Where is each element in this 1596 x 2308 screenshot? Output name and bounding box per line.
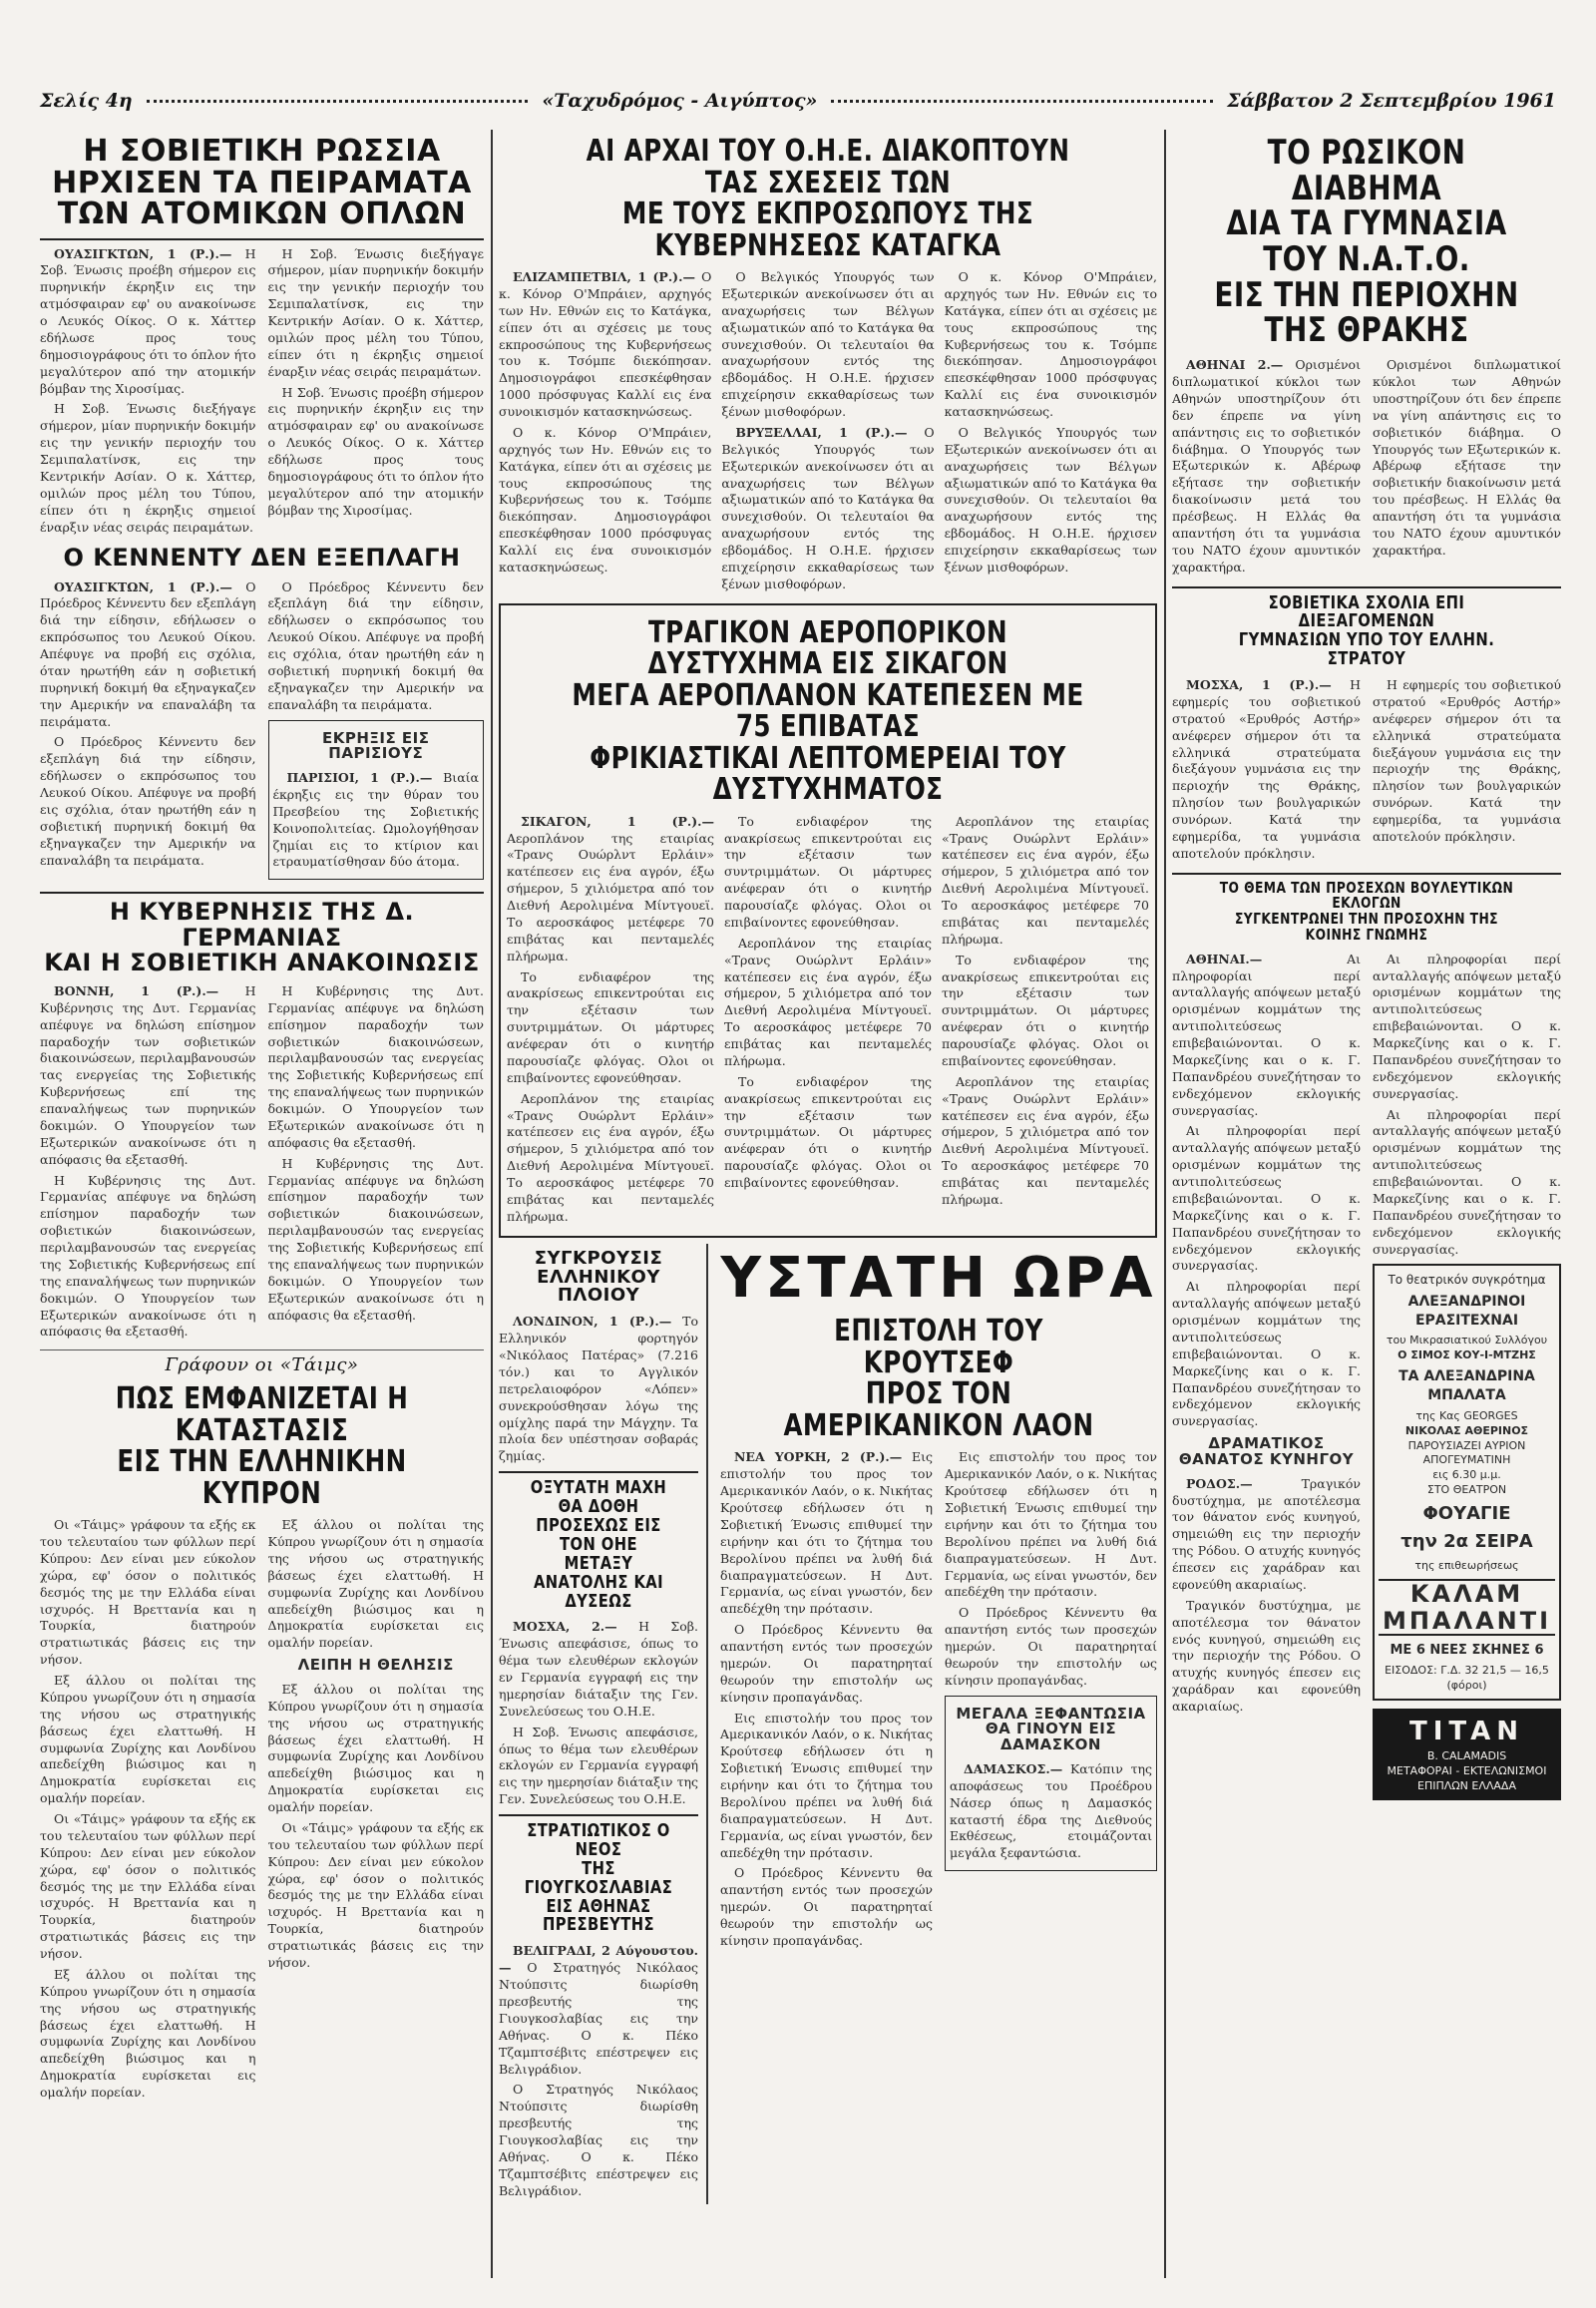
headline-un-battle: ΟΞΥΤΑΤΗ ΜΑΧΗ ΘΑ ΔΟΘΗ ΠΡΟΣΕΧΩΣ ΕΙΣ ΤΟΝ ΟΗΕ ΜΕΤΑΞΥ ΑΝΑΤΟΛΗΣ ΚΑΙ ΔΥΣΕΩΣ: [530, 1477, 667, 1612]
article-kennedy: ΟΥΑΣΙΓΚΤΩΝ, 1 (Ρ.).— Ο Πρόεδρος Κέννεντυ δεν εξεπλάγη διά την είδησιν, εδήλωσεν ο εκπρόσωπος του Λευκού Οίκου. Απέφυγε να προβή εις σχόλια, όταν ηρωτήθη εάν η σοβιετική πυρηνική δοκιμή θα εξηναγκαζεν την Αμερικήν να επαναλάβη τα πειράματα. Ο Πρόεδρος Κέννεντυ δεν εξεπλάγη διά την είδησιν, εδήλωσεν ο εκπρόσωπος του Λευκού Οίκου. Απέφυγε να προβή εις σχόλια, όταν ηρωτήθη εάν η σοβιετική πυρηνική δοκιμή θα εξηναγκαζεν την Αμερικήν να επαναλάβη τα πειράματα. Ο Πρόεδρος Κέννεντυ δεν εξεπλάγη διά την είδησιν, εδήλωσεν ο εκπρόσωπος του Λευκού Οίκου. Απέφυγε να προβή εις σχόλια, όταν ηρωτήθη εάν η σοβιετική πυρηνική δοκιμή θα εξηναγκαζεν την Αμερικήν να επαναλάβη τα πειράματα. ΕΚΡΗΞΙΣ ΕΙΣ ΠΑΡΙΣΙΟΥΣ ΠΑΡΙΣΙΟΙ, 1 (Ρ.).— Βιαία έκρηξις εις την θύραν του Πρεσβείου της Σοβιετικής Κοινοπολιτείας. Ωμολογήθησαν ζημίαι εις το κτίριον και ετραυματίσθησαν δύο άτομα.: [40, 579, 484, 887]
headline-un-katanga: ΑΙ ΑΡΧΑΙ ΤΟΥ Ο.Η.Ε. ΔΙΑΚΟΠΤΟΥΝ ΤΑΣ ΣΧΕΣΕΙΣ ΤΩΝ ΜΕ ΤΟΥΣ ΕΚΠΡΟΣΩΠΟΥΣ ΤΗΣ ΚΥΒΕΡΝΗΣΕΩΣ ΚΑΤΑΓΚΑ: [586, 134, 1070, 263]
headline-nato-thrace: ΤΟ ΡΩΣΙΚΟΝ ΔΙΑΒΗΜΑ ΔΙΑ ΤΑ ΓΥΜΝΑΣΙΑ ΤΟΥ Ν.Α.Τ.Ο. ΕΙΣ ΤΗΝ ΠΕΡΙΟΧΗΝ ΤΗΣ ΘΡΑΚΗΣ: [1214, 133, 1519, 351]
column-left: [40, 130, 484, 2278]
column-right: [1172, 130, 1561, 2278]
page-number: Σελίς 4η: [40, 90, 133, 112]
last-hour-section: [720, 1244, 1157, 2204]
masthead-rule: [831, 100, 1213, 103]
box-chicago-crash: [499, 603, 1157, 1238]
article-cyprus: Οι «Τάιμς» γράφουν τα εξής εκ του τελευταίου των φύλλων περί Κύπρου: Δεν είναι μεν εύκολον χώρα, εφ' όσον ο πολιτικός δεσμός της με την Ελλάδα είναι ισχυρός. Η Βρεττανία και η Τουρκία, διατηρούν στρατιωτικάς βάσεις εις την νήσον. Εξ άλλου οι πολίται της Κύπρου γνωρίζουν ότι η σημασία της νήσου ως στρατηγικής βάσεως έχει ελαττωθή. Η συμφωνία Ζυρίχης και Λονδίνου απεδείχθη βιώσιμος και η Δημοκρατία ευρίσκεται εις ομαλήν πορείαν. Οι «Τάιμς» γράφουν τα εξής εκ του τελευταίου των φύλλων περί Κύπρου: Δεν είναι μεν εύκολον χώρα, εφ' όσον ο πολιτικός δεσμός της με την Ελλάδα είναι ισχυρός. Η Βρεττανία και η Τουρκία, διατηρούν στρατιωτικάς βάσεις εις την νήσον. Εξ άλλου οι πολίται της Κύπρου γνωρίζουν ότι η σημασία της νήσου ως στρατηγικής βάσεως έχει ελαττωθή. Η συμφωνία Ζυρίχης και Λονδίνου απεδείχθη βιώσιμος και η Δημοκρατία ευρίσκεται εις ομαλήν πορείαν. Εξ άλλου οι πολίται της Κύπρου γνωρίζουν ότι η σημασία της νήσου ως στρατηγικής βάσεως έχει ελαττωθή. Η συμφωνία Ζυρίχης και Λονδίνου απεδείχθη βιώσιμος και η Δημοκρατία ευρίσκεται εις ομαλήν πορείαν. ΛΕΙΠΗ Η ΘΕΛΗΣΙΣ Εξ άλλου οι πολίται της Κύπρου γνωρίζουν ότι η σημασία της νήσου ως στρατηγικής βάσεως έχει ελαττωθή. Η συμφωνία Ζυρίχης και Λονδίνου απεδείχθη βιώσιμος και η Δημοκρατία ευρίσκεται εις ομαλήν πορείαν. Οι «Τάιμς» γράφουν τα εξής εκ του τελευταίου των φύλλων περί Κύπρου: Δεν είναι μεν εύκολον χώρα, εφ' όσον ο πολιτικός δεσμός της με την Ελλάδα είναι ισχυρός. Η Βρεττανία και η Τουρκία, διατηρούν στρατιωτικάς βάσεις εις την νήσον.: [40, 1517, 484, 2101]
issue-date: Σάββατον 2 Σεπτεμβρίου 1961: [1227, 90, 1556, 112]
headline-paris-explosion: ΕΚΡΗΞΙΣ ΕΙΣ ΠΑΡΙΣΙΟΥΣ: [321, 728, 430, 763]
titan-advertisement: TITAN B. CALAMADIS ΜΕΤΑΦΟΡΑΙ - ΕΚΤΕΛΩΝΙΣΜΟΙ ΕΠΙΠΛΩΝ ΕΛΛΑΔΑ: [1373, 1709, 1561, 1800]
article-khrushchev-letter: ΝΕΑ ΥΟΡΚΗ, 2 (Ρ.).— Εις επιστολήν του προς τον Αμερικανικόν Λαόν, ο κ. Νικήτας Κρούτσεφ εδήλωσεν ότι η Σοβιετική Ένωσις επιθυμεί την ειρήνην και ότι το ζήτημα του Βερολίνου πρέπει να λυθή διά διαπραγματεύσεων. Η Δυτ. Γερμανία, ως είναι γνωστόν, δεν απεδέχθη την πρότασιν. Ο Πρόεδρος Κέννεντυ θα απαντήση εντός των προσεχών ημερών. Οι παρατηρηταί θεωρούν την επιστολήν ως κίνησιν προπαγάνδας. Εις επιστολήν του προς τον Αμερικανικόν Λαόν, ο κ. Νικήτας Κρούτσεφ εδήλωσεν ότι η Σοβιετική Ένωσις επιθυμεί την ειρήνην και ότι το ζήτημα του Βερολίνου πρέπει να λυθή διά διαπραγματεύσεων. Η Δυτ. Γερμανία, ως είναι γνωστόν, δεν απεδέχθη την πρότασιν. Ο Πρόεδρος Κέννεντυ θα απαντήση εντός των προσεχών ημερών. Οι παρατηρηταί θεωρούν την επιστολήν ως κίνησιν προπαγάνδας. Εις επιστολήν του προς τον Αμερικανικόν Λαόν, ο κ. Νικήτας Κρούτσεφ εδήλωσεν ότι η Σοβιετική Ένωσις επιθυμεί την ειρήνην και ότι το ζήτημα του Βερολίνου πρέπει να λυθή διά διαπραγματεύσεων. Η Δυτ. Γερμανία, ως είναι γνωστόν, δεν απεδέχθη την πρότασιν. Ο Πρόεδρος Κέννεντυ θα απαντήση εντός των προσεχών ημερών. Οι παρατηρηταί θεωρούν την επιστολήν ως κίνησιν προπαγάνδας. ΜΕΓΑΛΑ ΞΕΦΑΝΤΩΣΙΑ ΘΑ ΓΙΝΟΥΝ ΕΙΣ ΔΑΜΑΣΚΟΝ ΔΑΜΑΣΚΟΣ.— Κατόπιν της αποφάσεως του Προέδρου Νάσερ όπως η Δαμασκός καταστή έδρα της Διεθνούς Εκθέσεως, ετοιμάζονται μεγάλα ξεφαντώσια.: [720, 1449, 1157, 1948]
article-soviet-comments: ΜΟΣΧΑ, 1 (Ρ.).— Η εφημερίς του σοβιετικού στρατού «Ερυθρός Αστήρ» ανέφερεν σήμερον ότι τα ελληνικά στρατεύματα διεξάγουν γυμνάσια εις την περιοχήν της Θράκης, πλησίον των βουλγαρικών συνόρων. Κατά την εφημερίδα, τα γυμνάσια αποτελούν πρόκλησιν. Η εφημερίς του σοβιετικού στρατού «Ερυθρός Αστήρ» ανέφερεν σήμερον ότι τα ελληνικά στρατεύματα διεξάγουν γυμνάσια εις την περιοχήν της Θράκης, πλησίον των βουλγαρικών συνόρων. Κατά την εφημερίδα, τα γυμνάσια αποτελούν πρόκλησιν.: [1172, 677, 1561, 861]
short-news-column: ΣΥΓΚΡΟΥΣΙΣ ΕΛΛΗΝΙΚΟΥ ΠΛΟΙΟΥ ΛΟΝΔΙΝΟΝ, 1 (Ρ.).— Το Ελληνικόν φορτηγόν «Νικόλαος Πατέρας» (7.216 τόν.) και το Αγγλικόν πετρελαιοφόρον «Λόπεν» συνεκρούσθησαν λόγω της ομίχλης παρά την Μάγχην. Τα πλοία δεν υπέστησαν σοβαράς ζημίας. ΟΞΥΤΑΤΗ ΜΑΧΗ ΘΑ ΔΟΘΗ ΠΡΟΣΕΧΩΣ ΕΙΣ ΤΟΝ ΟΗΕ ΜΕΤΑΞΥ ΑΝΑΤΟΛΗΣ ΚΑΙ ΔΥΣΕΩΣ ΜΟΣΧΑ, 2.— Η Σοβ. Ένωσις απεφάσισε, όπως το θέμα των ελευθέρων εκλογών εν Γερμανία εγγραφή εις την ημερησίαν διάταξιν της Γεν. Συνελεύσεως του Ο.Η.Ε. Η Σοβ. Ένωσις απεφάσισε, όπως το θέμα των ελευθέρων εκλογών εν Γερμανία εγγραφή εις την ημερησίαν διάταξιν της Γεν. Συνελεύσεως του Ο.Η.Ε. ΣΤΡΑΤΙΩΤΙΚΟΣ Ο ΝΕΟΣ ΤΗΣ ΓΙΟΥΓΚΟΣΛΑΒΙΑΣ ΕΙΣ ΑΘΗΝΑΣ ΠΡΕΣΒΕΥΤΗΣ ΒΕΛΙΓΡΑΔΙ, 2 Αύγουστου.— Ο Στρατηγός Νικόλαος Ντούπσιτς διωρίσθη πρεσβευτής της Γιουγκοσλαβίας εις την Αθήνας. Ο κ. Πέκο Τζαμπτσέβιτς επέστρεψεν εις Βελιγράδιον. Ο Στρατηγός Νικόλαος Ντούπσιτς διωρίσθη πρεσβευτής της Γιουγκοσλαβίας εις την Αθήνας. Ο κ. Πέκο Τζαμπτσέβιτς επέστρεψεν εις Βελιγράδιον.: [499, 1244, 708, 2204]
headline-ship-collision: ΣΥΓΚΡΟΥΣΙΣ ΕΛΛΗΝΙΚΟΥ ΠΛΟΙΟΥ: [534, 1247, 663, 1307]
headline-yugoslav-ambassador: ΣΤΡΑΤΙΩΤΙΚΟΣ Ο ΝΕΟΣ ΤΗΣ ΓΙΟΥΓΚΟΣΛΑΒΙΑΣ ΕΙΣ ΑΘΗΝΑΣ ΠΡΕΣΒΕΥΤΗΣ: [524, 1820, 673, 1936]
column-middle: [499, 130, 1157, 2278]
headline-damascus: ΜΕΓΑΛΑ ΞΕΦΑΝΤΩΣΙΑ ΘΑ ΓΙΝΟΥΝ ΕΙΣ ΔΑΜΑΣΚΟΝ: [956, 1704, 1146, 1754]
column-rule: [491, 130, 493, 2278]
headline-kennedy: Ο ΚΕΝΝΕΝΤΥ ΔΕΝ ΕΞΕΠΛΑΓΗ: [63, 544, 461, 573]
headline-west-germany: Η ΚΥΒΕΡΝΗΣΙΣ ΤΗΣ Δ. ΓΕΡΜΑΝΙΑΣ ΚΑΙ Η ΣΟΒΙΕΤΙΚΗ ΑΝΑΚΟΙΝΩΣΙΣ: [44, 898, 480, 976]
headline-elections: ΤΟ ΘΕΜΑ ΤΩΝ ΠΡΟΣΕΧΩΝ ΒΟΥΛΕΥΤΙΚΩΝ ΕΚΛΟΓΩΝ ΣΥΓΚΕΝΤΡΩΝΕΙ ΤΗΝ ΠΡΟΣΟΧΗΝ ΤΗΣ ΚΟΙΝΗΣ ΓΝΩΜΗΣ: [1219, 878, 1514, 944]
headline-soviet-comments: ΣΟΒΙΕΤΙΚΑ ΣΧΟΛΙΑ ΕΠΙ ΔΙΕΞΑΓΟΜΕΝΩΝ ΓΥΜΝΑΣΙΩΝ ΥΠΟ ΤΟΥ ΕΛΛΗΝ. ΣΤΡΑΤΟΥ: [1238, 591, 1495, 670]
box-paris-explosion: ΕΚΡΗΞΙΣ ΕΙΣ ΠΑΡΙΣΙΟΥΣ ΠΑΡΙΣΙΟΙ, 1 (Ρ.).— Βιαία έκρηξις εις την θύραν του Πρεσβείου της Σοβιετικής Κοινοπολιτείας. Ωμολογήθησαν ζημίαι εις το κτίριον και ετραυματίσθησαν δύο άτομα.: [268, 720, 485, 881]
headline-chicago-crash: ΤΡΑΓΙΚΟΝ ΑΕΡΟΠΟΡΙΚΟΝ ΔΥΣΤΥΧΗΜΑ ΕΙΣ ΣΙΚΑΓΟΝ ΜΕΓΑ ΑΕΡΟΠΛΑΝΟΝ ΚΑΤΕΠΕΣΕΝ ΜΕ 75 ΕΠΙΒΑΤΑΣ ΦΡΙΚΙΑΣΤΙΚΑΙ ΛΕΠΤΟΜΕΡΕΙΑΙ ΤΟΥ ΔΥΣΤΥΧΗΜΑΤΟΣ: [572, 614, 1084, 808]
column-rule: [1164, 130, 1166, 2278]
article-soviet-tests: ΟΥΑΣΙΓΚΤΩΝ, 1 (Ρ.).— Η Σοβ. Ένωσις προέβη σήμερον εις πυρηνικήν έκρηξιν εις την ατμόσφαιραν εφ' ου ανακοίνωσε ο Λευκός Οίκος. Ο κ. Χάττερ εδήλωσε προς τους δημοσιογράφους ότι το όπλον ήτο μεγαλύτερον από την ατομικήν βόμβαν της Χιροσίμας. Η Σοβ. Ένωσις διεξήγαγε σήμερον, μίαν πυρηνικήν δοκιμήν εις την γενικήν περιοχήν του Σεμιπαλατίνσκ, εις την Κεντρικήν Ασίαν. Ο κ. Χάττερ, ομιλών προς μέλη του Τύπου, είπεν ότι η έκρηξις σημειοί έναρξιν νέας σειράς πειραμάτων. Η Σοβ. Ένωσις διεξήγαγε σήμερον, μίαν πυρηνικήν δοκιμήν εις την γενικήν περιοχήν του Σεμιπαλατίνσκ, εις την Κεντρικήν Ασίαν. Ο κ. Χάττερ, ομιλών προς μέλη του Τύπου, είπεν ότι η έκρηξις σημειοί έναρξιν νέας σειράς πειραμάτων. Η Σοβ. Ένωσις προέβη σήμερον εις πυρηνικήν έκρηξιν εις την ατμόσφαιραν εφ' ου ανακοίνωσε ο Λευκός Οίκος. Ο κ. Χάττερ εδήλωσε προς τους δημοσιογράφους ότι το όπλον ήτο μεγαλύτερον από την ατομικήν βόμβαν της Χιροσίμας.: [40, 245, 484, 535]
source-tag-times: Γράφουν οι «Τάιμς»: [165, 1354, 359, 1376]
masthead: [40, 86, 1556, 116]
headline-hunter-death: ΔΡΑΜΑΤΙΚΟΣ ΘΑΝΑΤΟΣ ΚΥΝΗΓΟΥ: [1178, 1434, 1355, 1468]
headline-khrushchev-letter: ΕΠΙΣΤΟΛΗ ΤΟΥ ΚΡΟΥΤΣΕΦ ΠΡΟΣ ΤΟΝ ΑΜΕΡΙΚΑΝΙΚΟΝ ΛΑΟΝ: [783, 1314, 1094, 1443]
box-damascus: ΜΕΓΑΛΑ ΞΕΦΑΝΤΩΣΙΑ ΘΑ ΓΙΝΟΥΝ ΕΙΣ ΔΑΜΑΣΚΟΝ ΔΑΜΑΣΚΟΣ.— Κατόπιν της αποφάσεως του Προέδρου Νάσερ όπως η Δαμασκός καταστή έδρα της Διεθνούς Εκθέσεως, ετοιμάζονται μεγάλα ξεφαντώσια.: [945, 1696, 1157, 1872]
article-chicago-crash: ΣΙΚΑΓΟΝ, 1 (Ρ.).— Αεροπλάνον της εταιρίας «Τρανς Ουώρλντ Ερλάιν» κατέπεσεν εις ένα αγρόν, έξω σήμερον, 5 χιλιόμετρα από τον Διεθνή Αερολιμένα Μίντγουεϊ. Το αεροσκάφος μετέφερε 70 επιβάτας και πενταμελές πλήρωμα. Το ενδιαφέρον της ανακρίσεως επικεντρούται εις την εξέτασιν των συντριμμάτων. Οι μάρτυρες ανέφεραν ότι ο κινητήρ παρουσίαζε φλόγας. Ολοι οι επιβαίνοντες εφονεύθησαν. Αεροπλάνον της εταιρίας «Τρανς Ουώρλντ Ερλάιν» κατέπεσεν εις ένα αγρόν, έξω σήμερον, 5 χιλιόμετρα από τον Διεθνή Αερολιμένα Μίντγουεϊ. Το αεροσκάφος μετέφερε 70 επιβάτας και πενταμελές πλήρωμα. Το ενδιαφέρον της ανακρίσεως επικεντρούται εις την εξέτασιν των συντριμμάτων. Οι μάρτυρες ανέφεραν ότι ο κινητήρ παρουσίαζε φλόγας. Ολοι οι επιβαίνοντες εφονεύθησαν. Αεροπλάνον της εταιρίας «Τρανς Ουώρλντ Ερλάιν» κατέπεσεν εις ένα αγρόν, έξω σήμερον, 5 χιλιόμετρα από τον Διεθνή Αερολιμένα Μίντγουεϊ. Το αεροσκάφος μετέφερε 70 επιβάτας και πενταμελές πλήρωμα. Το ενδιαφέρον της ανακρίσεως επικεντρούται εις την εξέτασιν των συντριμμάτων. Οι μάρτυρες ανέφεραν ότι ο κινητήρ παρουσίαζε φλόγας. Ολοι οι επιβαίνοντες εφονεύθησαν. Αεροπλάνον της εταιρίας «Τρανς Ουώρλντ Ερλάιν» κατέπεσεν εις ένα αγρόν, έξω σήμερον, 5 χιλιόμετρα από τον Διεθνή Αερολιμένα Μίντγουεϊ. Το αεροσκάφος μετέφερε 70 επιβάτας και πενταμελές πλήρωμα. Το ενδιαφέρον της ανακρίσεως επικεντρούται εις την εξέτασιν των συντριμμάτων. Οι μάρτυρες ανέφεραν ότι ο κινητήρ παρουσίαζε φλόγας. Ολοι οι επιβαίνοντες εφονεύθησαν. Αεροπλάνον της εταιρίας «Τρανς Ουώρλντ Ερλάιν» κατέπεσεν εις ένα αγρόν, έξω σήμερον, 5 χιλιόμετρα από τον Διεθνή Αερολιμένα Μίντγουεϊ. Το αεροσκάφος μετέφερε 70 επιβάτας και πενταμελές πλήρωμα.: [507, 813, 1149, 1224]
theatre-advertisement: Το θεατρικόν συγκρότημα ΑΛΕΞΑΝΔΡΙΝΟΙ ΕΡΑΣΙΤΕΧΝΑΙ του Μικρασιατικού Συλλόγου Ο ΣΙΜΟΣ ΚΟΥ-Ι-ΜΤΖΗΣ ΤΑ ΑΛΕΞΑΝΔΡΙΝΑ ΜΠΑΛΑΤΑ της Κας GEORGES ΝΙΚΟΛΑΣ ΑΘΕΡΙΝΟΣ ΠΑΡΟΥΣΙΑΖΕΙ ΑΥΡΙΟΝ ΑΠΟΓΕΥΜΑΤΙΝΗ εις 6.30 μ.μ. ΣΤΟ ΘΕΑΤΡΟΝ ΦΟΥΑΓΙΕ την 2α ΣΕΙΡΑ της επιθεωρήσεως ΚΑΛΑΜ ΜΠΑΛΑΝΤΙ ΜΕ 6 ΝΕΕΣ ΣΚΗΝΕΣ 6 ΕΙΣΟΔΟΣ: Γ.Δ. 32 21,5 — 16,5 (φόροι): [1373, 1264, 1561, 1701]
paper-name: «Ταχυδρόμος - Αιγύπτος»: [542, 90, 818, 112]
headline-cyprus: ΠΩΣ ΕΜΦΑΝΙΖΕΤΑΙ Η ΚΑΤΑΣΤΑΣΙΣ ΕΙΣ ΤΗΝ ΕΛΛΗΝΙΚΗΝ ΚΥΠΡΟΝ: [115, 1381, 409, 1511]
masthead-rule: [147, 100, 529, 103]
article-west-germany: ΒΟΝΝΗ, 1 (Ρ.).— Η Κυβέρνησις της Δυτ. Γερμανίας απέφυγε να δηλώση επίσημον παραδοχήν των σοβιετικών διακοινώσεων, περιλαμβανουσών τας ενεργείας της Σοβιετικής Κυβερνήσεως επί της επαναλήψεως των πυρηνικών δοκιμών. Ο Υπουργείον των Εξωτερικών ανακοίνωσε ότι η απόφασις θα εξετασθή. Η Κυβέρνησις της Δυτ. Γερμανίας απέφυγε να δηλώση επίσημον παραδοχήν των σοβιετικών διακοινώσεων, περιλαμβανουσών τας ενεργείας της Σοβιετικής Κυβερνήσεως επί της επαναλήψεως των πυρηνικών δοκιμών. Ο Υπουργείον των Εξωτερικών ανακοίνωσε ότι η απόφασις θα εξετασθή. Η Κυβέρνησις της Δυτ. Γερμανίας απέφυγε να δηλώση επίσημον παραδοχήν των σοβιετικών διακοινώσεων, περιλαμβανουσών τας ενεργείας της Σοβιετικής Κυβερνήσεως επί της επαναλήψεως των πυρηνικών δοκιμών. Ο Υπουργείον των Εξωτερικών ανακοίνωσε ότι η απόφασις θα εξετασθή. Η Κυβέρνησις της Δυτ. Γερμανίας απέφυγε να δηλώση επίσημον παραδοχήν των σοβιετικών διακοινώσεων, περιλαμβανουσών τας ενεργείας της Σοβιετικής Κυβερνήσεως επί της επαναλήψεως των πυρηνικών δοκιμών. Ο Υπουργείον των Εξωτερικών ανακοίνωσε ότι η απόφασις θα εξετασθή.: [40, 982, 484, 1340]
headline-soviet-tests: Η ΣΟΒΙΕΤΙΚΗ ΡΩΣΣΙΑ ΗΡΧΙΣΕΝ ΤΑ ΠΕΙΡΑΜΑΤΑ ΤΩΝ ΑΤΟΜΙΚΩΝ ΟΠΛΩΝ: [52, 134, 472, 231]
article-elections: ΑΘΗΝΑΙ.— Αι πληροφορίαι περί ανταλλαγής απόψεων μεταξύ ορισμένων κομμάτων της αντιπολιτεύσεως επιβεβαιώνονται. Ο κ. Μαρκεζίνης και ο κ. Γ. Παπανδρέου συνεζήτησαν το ενδεχόμενον εκλογικής συνεργασίας. Αι πληροφορίαι περί ανταλλαγής απόψεων μεταξύ ορισμένων κομμάτων της αντιπολιτεύσεως επιβεβαιώνονται. Ο κ. Μαρκεζίνης και ο κ. Γ. Παπανδρέου συνεζήτησαν το ενδεχόμενον εκλογικής συνεργασίας. Αι πληροφορίαι περί ανταλλαγής απόψεων μεταξύ ορισμένων κομμάτων της αντιπολιτεύσεως επιβεβαιώνονται. Ο κ. Μαρκεζίνης και ο κ. Γ. Παπανδρέου συνεζήτησαν το ενδεχόμενον εκλογικής συνεργασίας. ΔΡΑΜΑΤΙΚΟΣ ΘΑΝΑΤΟΣ ΚΥΝΗΓΟΥ ΡΟΔΟΣ.— Τραγικόν δυστύχημα, με αποτέλεσμα τον θάνατον ενός κυνηγού, σημειώθη εις την περιοχήν της Ρόδου. Ο ατυχής κυνηγός έπεσεν εις χαράδραν και εφονεύθη ακαριαίως. Τραγικόν δυστύχημα, με αποτέλεσμα τον θάνατον ενός κυνηγού, σημειώθη εις την περιοχήν της Ρόδου. Ο ατυχής κυνηγός έπεσεν εις χαράδραν και εφονεύθη ακαριαίως. Αι πληροφορίαι περί ανταλλαγής απόψεων μεταξύ ορισμένων κομμάτων της αντιπολιτεύσεως επιβεβαιώνονται. Ο κ. Μαρκεζίνης και ο κ. Γ. Παπανδρέου συνεζήτησαν το ενδεχόμενον εκλογικής συνεργασίας. Αι πληροφορίαι περί ανταλλαγής απόψεων μεταξύ ορισμένων κομμάτων της αντιπολιτεύσεως επιβεβαιώνονται. Ο κ. Μαρκεζίνης και ο κ. Γ. Παπανδρέου συνεζήτησαν το ενδεχόμενον εκλογικής συνεργασίας. Το θεατρικόν συγκρότημα ΑΛΕΞΑΝΔΡΙΝΟΙ ΕΡΑΣΙΤΕΧΝΑΙ του Μικρασιατικού Συλλόγου Ο ΣΙΜΟΣ ΚΟΥ-Ι-ΜΤΖΗΣ ΤΑ ΑΛΕΞΑΝΔΡΙΝΑ ΜΠΑΛΑΤΑ της Κας GEORGES ΝΙΚΟΛΑΣ ΑΘΕΡΙΝΟΣ ΠΑΡΟΥΣΙΑΖΕΙ ΑΥΡΙΟΝ ΑΠΟΓΕΥΜΑΤΙΝΗ εις 6.30 μ.μ. ΣΤΟ ΘΕΑΤΡΟΝ ΦΟΥΑΓΙΕ την 2α ΣΕΙΡΑ της επιθεωρήσεως ΚΑΛΑΜ ΜΠΑΛΑΝΤΙ ΜΕ 6 ΝΕΕΣ ΣΚΗΝΕΣ 6 ΕΙΣΟΔΟΣ: Γ.Δ. 32 21,5 — 16,5 (φόροι) TITAN B. CALAMADIS ΜΕΤΑΦΟΡΑΙ - ΕΚΤΕΛΩΝΙΣΜΟΙ ΕΠΙΠΛΩΝ ΕΛΛΑΔΑ: [1172, 952, 1561, 1800]
headline-last-hour: ΥΣΤΑΤΗ ΩΡΑ: [720, 1245, 1157, 1311]
article-nato-thrace: ΑΘΗΝΑΙ 2.— Ορισμένοι διπλωματικοί κύκλοι των Αθηνών υποστηρίζουν ότι δεν έπρεπε να γίνη απάντησις εις το σοβιετικόν διάβημα. Ο Υπουργός των Εξωτερικών κ. Αβέρωφ εξήτασε την σοβιετικήν διακοίνωσιν μετά του πρέσβεως. Η Ελλάς θα απαντήση ότι τα γυμνάσια του ΝΑΤΟ έχουν αμυντικόν χαρακτήρα. Ορισμένοι διπλωματικοί κύκλοι των Αθηνών υποστηρίζουν ότι δεν έπρεπε να γίνη απάντησις εις το σοβιετικόν διάβημα. Ο Υπουργός των Εξωτερικών κ. Αβέρωφ εξήτασε την σοβιετικήν διακοίνωσιν μετά του πρέσβεως. Η Ελλάς θα απαντήση ότι τα γυμνάσια του ΝΑΤΟ έχουν αμυντικόν χαρακτήρα.: [1172, 357, 1561, 575]
subhead-will-lacking: ΛΕΙΠΗ Η ΘΕΛΗΣΙΣ: [297, 1656, 454, 1675]
article-un-katanga: ΕΛΙΖΑΜΠΕΤΒΙΛ, 1 (Ρ.).— Ο κ. Κόνορ Ο'Μπράιεν, αρχηγός των Ην. Εθνών εις το Κατάγκα, είπεν ότι αι σχέσεις με τους εκπροσώπους της Κυβερνήσεως του κ. Τσόμπε διεκόπησαν. Δημοσιογράφοι επεσκέφθησαν 1000 πρόσφυγας Καλλί εις ένα συνοικισμόν κατασκηνώσεως. Ο κ. Κόνορ Ο'Μπράιεν, αρχηγός των Ην. Εθνών εις το Κατάγκα, είπεν ότι αι σχέσεις με τους εκπροσώπους της Κυβερνήσεως του κ. Τσόμπε διεκόπησαν. Δημοσιογράφοι επεσκέφθησαν 1000 πρόσφυγας Καλλί εις ένα συνοικισμόν κατασκηνώσεως. Ο Βελγικός Υπουργός των Εξωτερικών ανεκοίνωσεν ότι αι αναχωρήσεις των Βέλγων αξιωματικών από το Κατάγκα θα συνεχισθούν. Οι τελευταίοι θα αναχωρήσουν εντός της εβδομάδος. Η Ο.Η.Ε. ήρχισεν επιχείρησιν εκκαθαρίσεως των ξένων μισθοφόρων. ΒΡΥΞΕΛΛΑΙ, 1 (Ρ.).— Ο Βελγικός Υπουργός των Εξωτερικών ανεκοίνωσεν ότι αι αναχωρήσεις των Βέλγων αξιωματικών από το Κατάγκα θα συνεχισθούν. Οι τελευταίοι θα αναχωρήσουν εντός της εβδομάδος. Η Ο.Η.Ε. ήρχισεν επιχείρησιν εκκαθαρίσεως των ξένων μισθοφόρων. Ο κ. Κόνορ Ο'Μπράιεν, αρχηγός των Ην. Εθνών εις το Κατάγκα, είπεν ότι αι σχέσεις με τους εκπροσώπους της Κυβερνήσεως του κ. Τσόμπε διεκόπησαν. Δημοσιογράφοι επεσκέφθησαν 1000 πρόσφυγας Καλλί εις ένα συνοικισμόν κατασκηνώσεως. Ο Βελγικός Υπουργός των Εξωτερικών ανεκοίνωσεν ότι αι αναχωρήσεις των Βέλγων αξιωματικών από το Κατάγκα θα συνεχισθούν. Οι τελευταίοι θα αναχωρήσουν εντός της εβδομάδος. Η Ο.Η.Ε. ήρχισεν επιχείρησιν εκκαθαρίσεως των ξένων μισθοφόρων.: [499, 269, 1157, 591]
